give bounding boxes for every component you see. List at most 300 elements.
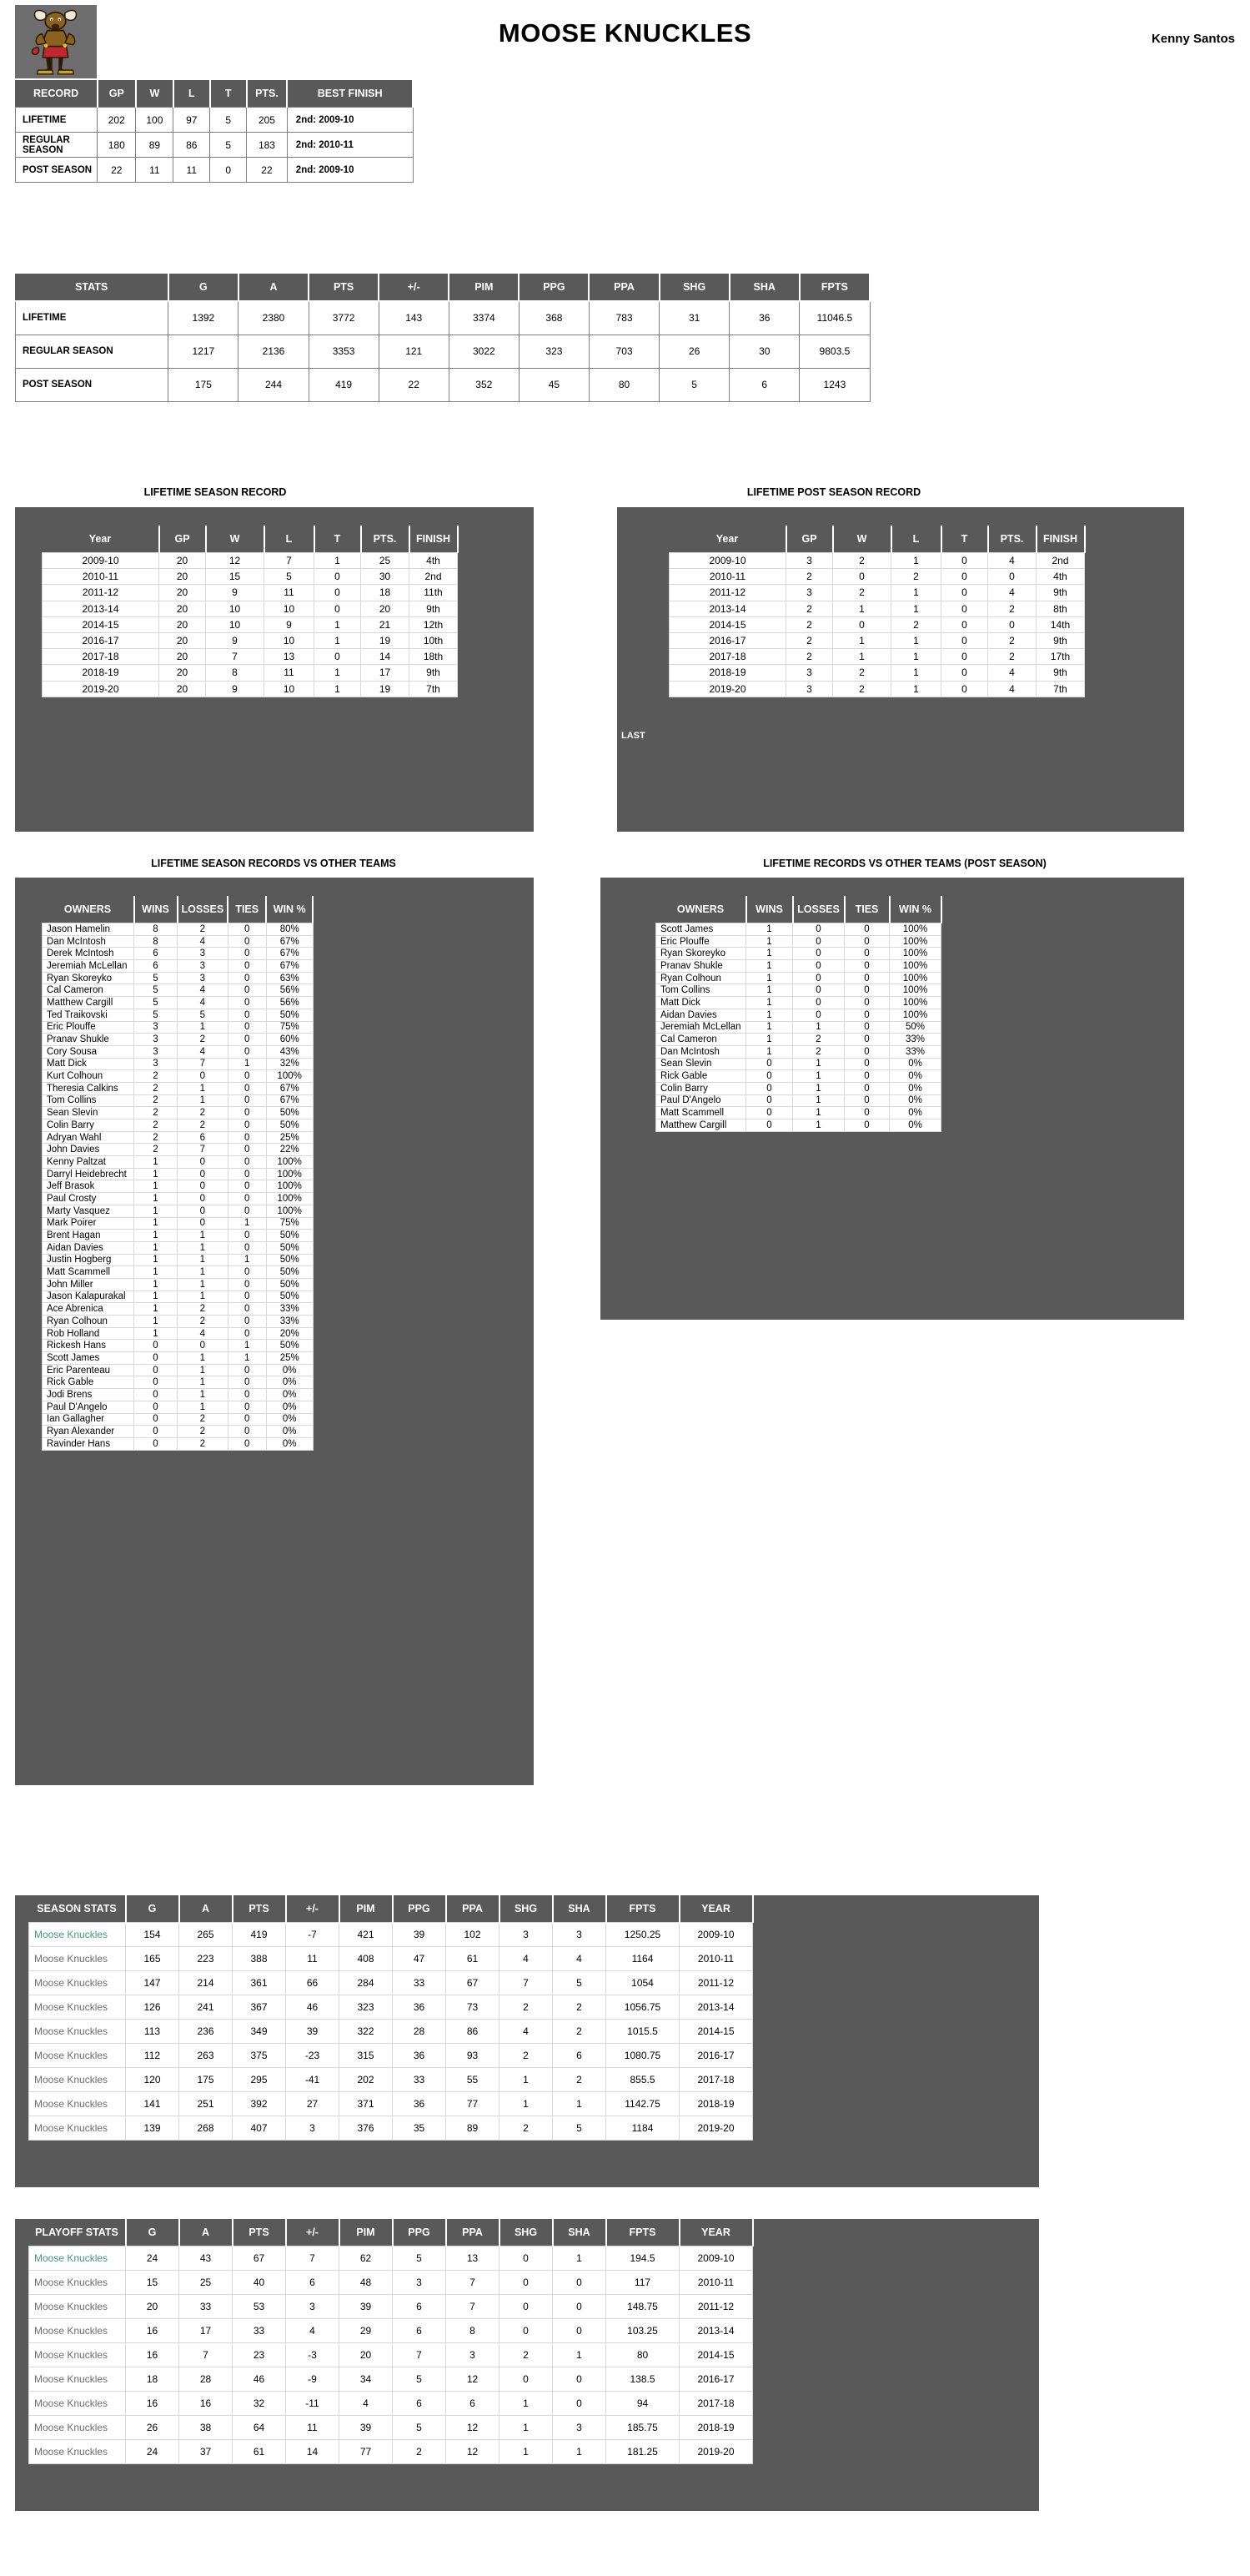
post-season-record-title: LIFETIME POST SEASON RECORD <box>746 486 921 498</box>
cell-owner: Colin Barry <box>656 1082 746 1094</box>
cell-losses: 0 <box>178 1217 228 1230</box>
cell-l: 1 <box>891 601 941 616</box>
cell-w: 2 <box>833 665 891 681</box>
page-title: MOOSE KNUCKLES <box>498 18 752 48</box>
col-fpts: FPTS <box>606 1895 680 1923</box>
cell-plusminus: -11 <box>286 2392 339 2416</box>
cell-win-pct: 67% <box>266 1082 313 1094</box>
cell-fpts: 1080.75 <box>606 2044 680 2068</box>
cell-ties: 0 <box>228 1144 266 1156</box>
cell-wins: 1 <box>134 1266 178 1279</box>
cell-win-pct: 20% <box>266 1327 313 1340</box>
cell-owner: Jodi Brens <box>43 1389 134 1401</box>
cell-win-pct: 50% <box>266 1119 313 1132</box>
cell-g: 26 <box>126 2416 179 2440</box>
cell-shg: 2 <box>499 1995 553 2020</box>
cell-year: 2011-12 <box>680 1971 753 1995</box>
cell-win-pct: 67% <box>266 1094 313 1107</box>
row-label: LIFETIME <box>16 108 98 133</box>
cell-ties: 0 <box>228 972 266 984</box>
cell-wins: 1 <box>134 1156 178 1169</box>
cell-gp: 3 <box>786 681 833 697</box>
table-row <box>656 997 941 1009</box>
col-g: G <box>126 2219 179 2246</box>
table-row <box>656 923 941 936</box>
cell-wins: 1 <box>134 1327 178 1340</box>
cell-pim: 315 <box>339 2044 393 2068</box>
cell-win-pct: 50% <box>266 1254 313 1266</box>
cell-pts: 2 <box>988 632 1037 648</box>
col-t: T <box>941 526 988 553</box>
cell-wins: 1 <box>746 1021 793 1034</box>
cell-ties: 0 <box>228 1437 266 1450</box>
cell-losses: 0 <box>793 984 845 997</box>
cell-losses: 1 <box>793 1094 845 1107</box>
cell-plusminus: 66 <box>286 1971 339 1995</box>
cell-losses: 6 <box>178 1131 228 1144</box>
cell-plusminus: 22 <box>379 368 449 401</box>
cell-year: 2018-19 <box>670 665 786 681</box>
cell-win-pct: 0% <box>266 1426 313 1438</box>
table-row <box>16 335 871 368</box>
cell-t: 0 <box>314 601 361 616</box>
cell-pts: 33 <box>233 2319 286 2343</box>
cell-year: 2014-15 <box>680 2020 753 2044</box>
cell-owner: Eric Plouffe <box>43 1021 134 1034</box>
cell-ppg: 45 <box>519 368 589 401</box>
col-win-pct: WIN % <box>266 896 313 923</box>
cell-ties: 0 <box>228 948 266 960</box>
table-row <box>670 681 1085 697</box>
cell-team: Moose Knuckles <box>29 1971 126 1995</box>
cell-wins: 2 <box>134 1144 178 1156</box>
cell-l: 10 <box>264 601 314 616</box>
col-shg: SHG <box>660 274 730 301</box>
table-row <box>43 984 314 997</box>
cell-win-pct: 0% <box>890 1070 941 1083</box>
cell-t: 0 <box>941 681 988 697</box>
owner-name: Kenny Santos <box>1151 32 1235 46</box>
cell-ties: 0 <box>228 1389 266 1401</box>
record-table-header <box>16 80 414 108</box>
cell-a: 2136 <box>238 335 309 368</box>
table-row <box>29 2367 753 2392</box>
cell-year: 2018-19 <box>680 2416 753 2440</box>
cell-losses: 1 <box>178 1389 228 1401</box>
vs-teams-season-table <box>42 896 314 1451</box>
cell-ties: 0 <box>228 1205 266 1217</box>
cell-pim: 408 <box>339 1947 393 1971</box>
cell-sha: 6 <box>730 368 800 401</box>
cell-win-pct: 75% <box>266 1217 313 1230</box>
cell-losses: 0 <box>178 1070 228 1083</box>
cell-fpts: 194.5 <box>606 2246 680 2271</box>
cell-a: 223 <box>179 1947 233 1971</box>
cell-l: 2 <box>891 569 941 585</box>
cell-losses: 1 <box>178 1401 228 1413</box>
cell-ppg: 35 <box>393 2116 446 2141</box>
vs-teams-post-title: LIFETIME RECORDS VS OTHER TEAMS (POST SEASON) <box>763 858 1047 869</box>
cell-year: 2013-14 <box>680 1995 753 2020</box>
cell-owner: Marty Vasquez <box>43 1205 134 1217</box>
table-row <box>29 2246 753 2271</box>
cell-owner: Ian Gallagher <box>43 1413 134 1426</box>
cell-t: 0 <box>314 585 361 601</box>
cell-owner: Dan McIntosh <box>656 1045 746 1058</box>
cell-pts: 419 <box>233 1923 286 1947</box>
cell-losses: 2 <box>178 1426 228 1438</box>
cell-t: 0 <box>314 569 361 585</box>
cell-plusminus: -3 <box>286 2343 339 2367</box>
playoff-stats-body <box>29 2246 753 2464</box>
cell-g: 139 <box>126 2116 179 2141</box>
cell-t: 1 <box>314 553 361 569</box>
cell-gp: 2 <box>786 569 833 585</box>
cell-ties: 0 <box>228 1364 266 1376</box>
cell-sha: 2 <box>553 1995 606 2020</box>
table-row <box>670 601 1085 616</box>
cell-plusminus: 11 <box>286 1947 339 1971</box>
cell-losses: 4 <box>178 984 228 997</box>
col-best-finish: BEST FINISH <box>287 80 413 108</box>
cell-pts: 46 <box>233 2367 286 2392</box>
cell-owner: Cal Cameron <box>43 984 134 997</box>
table-row <box>43 601 458 616</box>
cell-year: 2013-14 <box>43 601 159 616</box>
table-row <box>656 984 941 997</box>
col-year: Year <box>43 526 159 553</box>
cell-finish: 8th <box>1037 601 1085 616</box>
table-row <box>43 1144 314 1156</box>
table-row <box>29 2044 753 2068</box>
cell-team: Moose Knuckles <box>29 2295 126 2319</box>
col-wins: WINS <box>746 896 793 923</box>
cell-pts: 20 <box>361 601 409 616</box>
cell-l: 10 <box>264 632 314 648</box>
table-row <box>656 1119 941 1132</box>
row-label: LIFETIME <box>16 301 168 335</box>
cell-losses: 1 <box>178 1352 228 1365</box>
season-record-header <box>43 526 458 553</box>
cell-owner: Theresia Calkins <box>43 1082 134 1094</box>
cell-win-pct: 100% <box>266 1156 313 1169</box>
cell-pim: 376 <box>339 2116 393 2141</box>
cell-g: 18 <box>126 2367 179 2392</box>
cell-win-pct: 100% <box>266 1180 313 1193</box>
cell-owner: Jason Kalapurakal <box>43 1291 134 1303</box>
cell-ties: 0 <box>228 1094 266 1107</box>
cell-win-pct: 67% <box>266 935 313 948</box>
cell-losses: 2 <box>178 1107 228 1119</box>
cell-ties: 0 <box>845 1082 890 1094</box>
cell-win-pct: 25% <box>266 1131 313 1144</box>
cell-w: 100 <box>136 108 173 133</box>
cell-pts: 375 <box>233 2044 286 2068</box>
cell-ppa: 783 <box>589 301 659 335</box>
vs-teams-post-body <box>656 923 941 1132</box>
cell-ppa: 12 <box>446 2416 499 2440</box>
cell-losses: 0 <box>178 1205 228 1217</box>
row-label: POST SEASON <box>16 368 168 401</box>
page-header <box>0 0 1250 80</box>
cell-a: 214 <box>179 1971 233 1995</box>
cell-ties: 0 <box>845 935 890 948</box>
vs-teams-season-title: LIFETIME SEASON RECORDS VS OTHER TEAMS <box>151 858 396 869</box>
cell-w: 1 <box>833 649 891 665</box>
cell-shg: 1 <box>499 2392 553 2416</box>
cell-fpts: 11046.5 <box>800 301 870 335</box>
cell-owner: Jason Hamelin <box>43 923 134 936</box>
cell-a: 236 <box>179 2020 233 2044</box>
cell-wins: 1 <box>134 1180 178 1193</box>
cell-losses: 4 <box>178 1045 228 1058</box>
cell-ties: 0 <box>228 1401 266 1413</box>
cell-ties: 0 <box>228 923 266 936</box>
cell-win-pct: 50% <box>266 1241 313 1254</box>
table-row <box>43 1426 314 1438</box>
cell-win-pct: 100% <box>266 1168 313 1180</box>
cell-win-pct: 22% <box>266 1144 313 1156</box>
table-row <box>29 2068 753 2092</box>
cell-wins: 0 <box>134 1401 178 1413</box>
table-row <box>43 569 458 585</box>
cell-t: 0 <box>941 569 988 585</box>
cell-pim: 34 <box>339 2367 393 2392</box>
col-sha: SHA <box>553 1895 606 1923</box>
cell-fpts: 1054 <box>606 1971 680 1995</box>
cell-losses: 2 <box>178 1316 228 1328</box>
cell-pts: 367 <box>233 1995 286 2020</box>
cell-t: 1 <box>314 681 361 697</box>
cell-pts: 407 <box>233 2116 286 2141</box>
cell-shg: 7 <box>499 1971 553 1995</box>
cell-year: 2019-20 <box>680 2116 753 2141</box>
cell-losses: 0 <box>793 997 845 1009</box>
cell-gp: 20 <box>159 665 206 681</box>
table-row <box>29 2343 753 2367</box>
cell-a: 38 <box>179 2416 233 2440</box>
row-label: REGULAR SEASON <box>16 335 168 368</box>
cell-gp: 20 <box>159 632 206 648</box>
cell-finish: 4th <box>409 553 458 569</box>
cell-ties: 0 <box>228 1376 266 1389</box>
cell-win-pct: 56% <box>266 984 313 997</box>
cell-gp: 3 <box>786 553 833 569</box>
col-pts: PTS. <box>988 526 1037 553</box>
cell-ties: 0 <box>228 1193 266 1205</box>
cell-year: 2016-17 <box>680 2367 753 2392</box>
cell-win-pct: 75% <box>266 1021 313 1034</box>
table-row <box>670 585 1085 601</box>
col-owners: OWNERS <box>43 896 134 923</box>
cell-owner: Cal Cameron <box>656 1034 746 1046</box>
cell-ppg: 36 <box>393 2092 446 2116</box>
cell-g: 15 <box>126 2271 179 2295</box>
cell-g: 16 <box>126 2392 179 2416</box>
cell-shg: 4 <box>499 1947 553 1971</box>
cell-ppg: 28 <box>393 2020 446 2044</box>
col-win-pct: WIN % <box>890 896 941 923</box>
cell-wins: 0 <box>134 1364 178 1376</box>
cell-losses: 3 <box>178 960 228 973</box>
cell-losses: 2 <box>178 923 228 936</box>
cell-win-pct: 56% <box>266 997 313 1009</box>
cell-best-finish: 2nd: 2010-11 <box>287 133 413 158</box>
post-season-record-header <box>670 526 1085 553</box>
cell-team: Moose Knuckles <box>29 2020 126 2044</box>
cell-fpts: 103.25 <box>606 2319 680 2343</box>
cell-year: 2009-10 <box>43 553 159 569</box>
table-row <box>43 1094 314 1107</box>
season-record-table <box>42 526 459 697</box>
cell-win-pct: 33% <box>266 1316 313 1328</box>
cell-pts: 2 <box>988 649 1037 665</box>
table-row <box>43 1217 314 1230</box>
cell-g: 112 <box>126 2044 179 2068</box>
table-row <box>43 1389 314 1401</box>
cell-t: 0 <box>314 649 361 665</box>
cell-pts: 4 <box>988 681 1037 697</box>
cell-pim: 62 <box>339 2246 393 2271</box>
cell-ties: 0 <box>228 1266 266 1279</box>
cell-fpts: 9803.5 <box>800 335 870 368</box>
table-row <box>656 1045 941 1058</box>
cell-w: 10 <box>206 616 264 632</box>
cell-plusminus: 4 <box>286 2319 339 2343</box>
cell-shg: 4 <box>499 2020 553 2044</box>
cell-owner: Eric Plouffe <box>656 935 746 948</box>
cell-wins: 1 <box>746 923 793 936</box>
vs-teams-season-panel <box>15 878 534 1785</box>
cell-a: 175 <box>179 2068 233 2092</box>
cell-ppg: 5 <box>393 2416 446 2440</box>
col-gp: GP <box>98 80 136 108</box>
cell-w: 8 <box>206 665 264 681</box>
cell-finish: 10th <box>409 632 458 648</box>
cell-team: Moose Knuckles <box>29 2271 126 2295</box>
cell-pim: 284 <box>339 1971 393 1995</box>
cell-losses: 7 <box>178 1144 228 1156</box>
cell-a: 241 <box>179 1995 233 2020</box>
cell-l: 86 <box>173 133 210 158</box>
cell-losses: 2 <box>178 1034 228 1046</box>
cell-pts: 17 <box>361 665 409 681</box>
table-row <box>656 1058 941 1070</box>
cell-wins: 5 <box>134 972 178 984</box>
cell-wins: 1 <box>134 1168 178 1180</box>
cell-pim: 4 <box>339 2392 393 2416</box>
cell-plusminus: 3 <box>286 2295 339 2319</box>
cell-w: 2 <box>833 553 891 569</box>
cell-team: Moose Knuckles <box>29 2319 126 2343</box>
cell-owner: John Davies <box>43 1144 134 1156</box>
cell-win-pct: 0% <box>890 1082 941 1094</box>
cell-wins: 2 <box>134 1094 178 1107</box>
cell-losses: 0 <box>793 1009 845 1021</box>
cell-a: 17 <box>179 2319 233 2343</box>
cell-ppg: 7 <box>393 2343 446 2367</box>
cell-losses: 0 <box>793 923 845 936</box>
cell-wins: 0 <box>746 1070 793 1083</box>
cell-ties: 0 <box>228 1156 266 1169</box>
cell-ppa: 13 <box>446 2246 499 2271</box>
cell-l: 11 <box>264 585 314 601</box>
cell-win-pct: 25% <box>266 1352 313 1365</box>
cell-pts: 67 <box>233 2246 286 2271</box>
table-row <box>43 935 314 948</box>
playoff-stats-panel <box>15 2219 1039 2511</box>
cell-wins: 1 <box>746 1034 793 1046</box>
table-row <box>29 2271 753 2295</box>
cell-team: Moose Knuckles <box>29 2116 126 2141</box>
cell-ppg: 47 <box>393 1947 446 1971</box>
cell-shg: 1 <box>499 2440 553 2464</box>
cell-g: 154 <box>126 1923 179 1947</box>
cell-l: 1 <box>891 665 941 681</box>
cell-win-pct: 50% <box>266 1340 313 1352</box>
cell-a: 244 <box>238 368 309 401</box>
cell-win-pct: 63% <box>266 972 313 984</box>
table-row <box>43 960 314 973</box>
cell-gp: 20 <box>159 585 206 601</box>
table-row <box>43 1352 314 1365</box>
cell-ppa: 80 <box>589 368 659 401</box>
cell-owner: Rick Gable <box>43 1376 134 1389</box>
cell-plusminus: -7 <box>286 1923 339 1947</box>
col-plusminus: +/- <box>286 1895 339 1923</box>
cell-finish: 9th <box>1037 585 1085 601</box>
cell-a: 16 <box>179 2392 233 2416</box>
cell-fpts: 1142.75 <box>606 2092 680 2116</box>
cell-win-pct: 100% <box>890 997 941 1009</box>
cell-win-pct: 0% <box>266 1364 313 1376</box>
cell-wins: 0 <box>134 1352 178 1365</box>
table-row <box>43 1193 314 1205</box>
cell-owner: Eric Parenteau <box>43 1364 134 1376</box>
table-row <box>43 585 458 601</box>
cell-w: 0 <box>833 569 891 585</box>
cell-year: 2017-18 <box>43 649 159 665</box>
cell-plusminus: 3 <box>286 2116 339 2141</box>
season-stats-header <box>29 1895 753 1923</box>
cell-ties: 0 <box>228 1413 266 1426</box>
cell-owner: Ryan Alexander <box>43 1426 134 1438</box>
cell-fpts: 1250.25 <box>606 1923 680 1947</box>
cell-l: 1 <box>891 681 941 697</box>
table-row <box>43 1180 314 1193</box>
cell-pts: 21 <box>361 616 409 632</box>
cell-pts: 4 <box>988 585 1037 601</box>
cell-win-pct: 60% <box>266 1034 313 1046</box>
cell-gp: 2 <box>786 601 833 616</box>
table-row <box>43 553 458 569</box>
table-row <box>43 632 458 648</box>
cell-pts: 19 <box>361 632 409 648</box>
cell-owner: Kurt Colhoun <box>43 1070 134 1083</box>
cell-ppg: 3 <box>393 2271 446 2295</box>
cell-wins: 2 <box>134 1107 178 1119</box>
table-row <box>43 1340 314 1352</box>
cell-pts: 419 <box>309 368 379 401</box>
cell-win-pct: 100% <box>890 984 941 997</box>
table-row <box>656 1021 941 1034</box>
cell-win-pct: 0% <box>890 1107 941 1119</box>
table-row <box>43 1205 314 1217</box>
cell-losses: 1 <box>178 1376 228 1389</box>
cell-pts: 61 <box>233 2440 286 2464</box>
cell-team: Moose Knuckles <box>29 2343 126 2367</box>
cell-losses: 1 <box>793 1107 845 1119</box>
